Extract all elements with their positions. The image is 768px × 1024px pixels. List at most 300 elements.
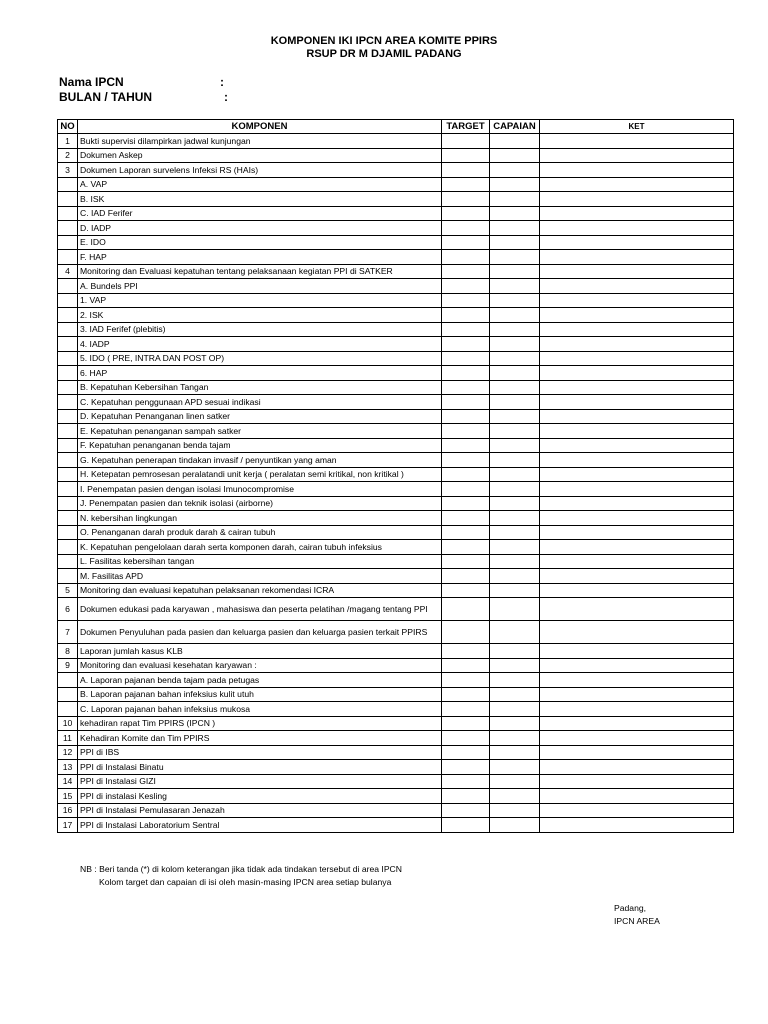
row-capaian-cell[interactable] <box>490 583 540 598</box>
row-ket-cell[interactable] <box>540 731 734 746</box>
row-ket-cell[interactable] <box>540 569 734 584</box>
signature-block <box>614 902 660 928</box>
row-capaian-cell[interactable] <box>490 745 540 760</box>
row-komponen: 5. IDO ( PRE, INTRA DAN POST OP) <box>78 351 442 366</box>
row-no: 14 <box>58 774 78 789</box>
table-row <box>58 351 734 366</box>
row-target-cell[interactable] <box>442 658 490 673</box>
row-komponen: B. Laporan pajanan bahan infeksius kulit utuh <box>78 687 442 702</box>
row-ket-cell[interactable] <box>540 818 734 833</box>
row-ket-cell[interactable] <box>540 658 734 673</box>
row-no <box>58 322 78 337</box>
row-no <box>58 687 78 702</box>
row-ket-cell[interactable] <box>540 134 734 149</box>
row-ket-cell[interactable] <box>540 351 734 366</box>
row-target-cell[interactable] <box>442 308 490 323</box>
nama-ipcn-label: Nama IPCN <box>59 75 124 89</box>
table-row <box>58 279 734 294</box>
table-row <box>58 177 734 192</box>
row-komponen: C. Laporan pajanan bahan infeksius mukosa <box>78 702 442 717</box>
row-capaian-cell[interactable] <box>490 148 540 163</box>
row-target-cell[interactable] <box>442 731 490 746</box>
row-komponen: 4. IADP <box>78 337 442 352</box>
table-row <box>58 235 734 250</box>
row-capaian-cell[interactable] <box>490 702 540 717</box>
row-ket-cell[interactable] <box>540 148 734 163</box>
row-capaian-cell[interactable] <box>490 774 540 789</box>
row-target-cell[interactable] <box>442 235 490 250</box>
row-komponen: F. HAP <box>78 250 442 265</box>
row-no <box>58 482 78 497</box>
row-capaian-cell[interactable] <box>490 279 540 294</box>
row-no: 15 <box>58 789 78 804</box>
table-row <box>58 409 734 424</box>
row-no <box>58 525 78 540</box>
row-no: 3 <box>58 163 78 178</box>
row-target-cell[interactable] <box>442 337 490 352</box>
row-capaian-cell[interactable] <box>490 511 540 526</box>
row-ket-cell[interactable] <box>540 774 734 789</box>
row-target-cell[interactable] <box>442 409 490 424</box>
nama-ipcn-colon: : <box>220 75 224 89</box>
row-target-cell[interactable] <box>442 511 490 526</box>
row-target-cell[interactable] <box>442 583 490 598</box>
row-no <box>58 177 78 192</box>
row-ket-cell[interactable] <box>540 673 734 688</box>
row-komponen: C. Kepatuhan penggunaan APD sesuai indikasi <box>78 395 442 410</box>
table-header-row <box>58 120 734 134</box>
row-no <box>58 337 78 352</box>
row-komponen: C. IAD Ferifer <box>78 206 442 221</box>
row-komponen: A. Bundels PPI <box>78 279 442 294</box>
row-no: 16 <box>58 803 78 818</box>
footnote-line-1: NB : Beri tanda (*) di kolom keterangan jika tidak ada tindakan tersebut di area IPCN <box>80 864 402 874</box>
row-no <box>58 293 78 308</box>
row-capaian-cell[interactable] <box>490 250 540 265</box>
row-no <box>58 496 78 511</box>
row-capaian-cell[interactable] <box>490 658 540 673</box>
row-ket-cell[interactable] <box>540 366 734 381</box>
row-no <box>58 221 78 236</box>
row-no <box>58 409 78 424</box>
table-row <box>58 803 734 818</box>
row-capaian-cell[interactable] <box>490 409 540 424</box>
row-ket-cell[interactable] <box>540 583 734 598</box>
row-target-cell[interactable] <box>442 745 490 760</box>
row-no: 5 <box>58 583 78 598</box>
table-row <box>58 337 734 352</box>
table-row <box>58 467 734 482</box>
row-komponen: L. Fasilitas kebersihan tangan <box>78 554 442 569</box>
document-subtitle: RSUP DR M DJAMIL PADANG <box>306 48 462 60</box>
row-ket-cell[interactable] <box>540 453 734 468</box>
row-no <box>58 540 78 555</box>
table-row <box>58 206 734 221</box>
row-target-cell[interactable] <box>442 206 490 221</box>
row-komponen: N. kebersihan lingkungan <box>78 511 442 526</box>
row-komponen: J. Penempatan pasien dan teknik isolasi (airborne) <box>78 496 442 511</box>
row-target-cell[interactable] <box>442 221 490 236</box>
table-row <box>58 644 734 659</box>
row-capaian-cell[interactable] <box>490 644 540 659</box>
row-no <box>58 673 78 688</box>
row-komponen: Dokumen Askep <box>78 148 442 163</box>
row-no: 9 <box>58 658 78 673</box>
row-komponen: PPI di instalasi Kesling <box>78 789 442 804</box>
row-capaian-cell[interactable] <box>490 221 540 236</box>
row-ket-cell[interactable] <box>540 177 734 192</box>
table-row <box>58 424 734 439</box>
row-komponen: Kehadiran Komite dan Tim PPIRS <box>78 731 442 746</box>
row-target-cell[interactable] <box>442 760 490 775</box>
row-target-cell[interactable] <box>442 818 490 833</box>
table-row <box>58 148 734 163</box>
row-capaian-cell[interactable] <box>490 687 540 702</box>
table-row <box>58 716 734 731</box>
row-ket-cell[interactable] <box>540 621 734 644</box>
row-no <box>58 206 78 221</box>
row-target-cell[interactable] <box>442 148 490 163</box>
table-row <box>58 380 734 395</box>
row-no <box>58 554 78 569</box>
row-ket-cell[interactable] <box>540 482 734 497</box>
table-row <box>58 366 734 381</box>
row-capaian-cell[interactable] <box>490 803 540 818</box>
header-capaian: CAPAIAN <box>490 120 540 134</box>
row-target-cell[interactable] <box>442 467 490 482</box>
row-no <box>58 279 78 294</box>
row-target-cell[interactable] <box>442 177 490 192</box>
row-target-cell[interactable] <box>442 569 490 584</box>
row-ket-cell[interactable] <box>540 525 734 540</box>
row-ket-cell[interactable] <box>540 554 734 569</box>
table-row <box>58 658 734 673</box>
row-komponen: PPI di Instalasi Binatu <box>78 760 442 775</box>
row-no <box>58 511 78 526</box>
row-komponen: E. IDO <box>78 235 442 250</box>
row-target-cell[interactable] <box>442 673 490 688</box>
row-komponen: I. Penempatan pasien dengan isolasi Imunocompromise <box>78 482 442 497</box>
row-ket-cell[interactable] <box>540 687 734 702</box>
row-komponen: Monitoring dan evaluasi kepatuhan pelaksanan rekomendasi ICRA <box>78 583 442 598</box>
bulan-tahun-colon: : <box>224 90 228 104</box>
table-row <box>58 438 734 453</box>
table-row <box>58 511 734 526</box>
header-target: TARGET <box>442 120 490 134</box>
row-capaian-cell[interactable] <box>490 192 540 207</box>
table-row <box>58 818 734 833</box>
row-no <box>58 424 78 439</box>
row-no <box>58 380 78 395</box>
row-ket-cell[interactable] <box>540 760 734 775</box>
row-capaian-cell[interactable] <box>490 235 540 250</box>
row-no <box>58 308 78 323</box>
row-capaian-cell[interactable] <box>490 818 540 833</box>
row-no: 7 <box>58 621 78 644</box>
table-row <box>58 569 734 584</box>
row-ket-cell[interactable] <box>540 293 734 308</box>
table-row <box>58 496 734 511</box>
row-ket-cell[interactable] <box>540 308 734 323</box>
row-target-cell[interactable] <box>442 554 490 569</box>
row-komponen: D. IADP <box>78 221 442 236</box>
row-ket-cell[interactable] <box>540 409 734 424</box>
row-capaian-cell[interactable] <box>490 134 540 149</box>
row-target-cell[interactable] <box>442 644 490 659</box>
row-komponen: Monitoring dan Evaluasi kepatuhan tentang pelaksanaan kegiatan PPI di SATKER <box>78 264 442 279</box>
row-capaian-cell[interactable] <box>490 789 540 804</box>
table-row <box>58 774 734 789</box>
row-target-cell[interactable] <box>442 803 490 818</box>
row-ket-cell[interactable] <box>540 206 734 221</box>
row-target-cell[interactable] <box>442 322 490 337</box>
table-row <box>58 264 734 279</box>
row-target-cell[interactable] <box>442 525 490 540</box>
row-no: 2 <box>58 148 78 163</box>
table-row <box>58 673 734 688</box>
row-target-cell[interactable] <box>442 702 490 717</box>
row-capaian-cell[interactable] <box>490 453 540 468</box>
row-target-cell[interactable] <box>442 716 490 731</box>
row-target-cell[interactable] <box>442 424 490 439</box>
row-target-cell[interactable] <box>442 250 490 265</box>
row-no: 1 <box>58 134 78 149</box>
row-ket-cell[interactable] <box>540 644 734 659</box>
row-capaian-cell[interactable] <box>490 598 540 621</box>
row-komponen: M. Fasilitas APD <box>78 569 442 584</box>
row-no <box>58 453 78 468</box>
row-capaian-cell[interactable] <box>490 496 540 511</box>
row-target-cell[interactable] <box>442 264 490 279</box>
row-no: 17 <box>58 818 78 833</box>
row-no: 11 <box>58 731 78 746</box>
row-target-cell[interactable] <box>442 351 490 366</box>
row-target-cell[interactable] <box>442 496 490 511</box>
row-ket-cell[interactable] <box>540 235 734 250</box>
row-ket-cell[interactable] <box>540 221 734 236</box>
row-ket-cell[interactable] <box>540 789 734 804</box>
table-row <box>58 554 734 569</box>
row-ket-cell[interactable] <box>540 395 734 410</box>
row-capaian-cell[interactable] <box>490 525 540 540</box>
table-row <box>58 134 734 149</box>
row-target-cell[interactable] <box>442 774 490 789</box>
table-row <box>58 731 734 746</box>
row-ket-cell[interactable] <box>540 264 734 279</box>
table-row <box>58 621 734 644</box>
row-capaian-cell[interactable] <box>490 264 540 279</box>
table-row <box>58 583 734 598</box>
row-komponen: A. VAP <box>78 177 442 192</box>
row-no: 13 <box>58 760 78 775</box>
row-capaian-cell[interactable] <box>490 177 540 192</box>
row-no: 6 <box>58 598 78 621</box>
row-no <box>58 395 78 410</box>
table-row <box>58 540 734 555</box>
row-capaian-cell[interactable] <box>490 673 540 688</box>
table-row <box>58 192 734 207</box>
bulan-tahun-label: BULAN / TAHUN <box>59 90 153 104</box>
row-capaian-cell[interactable] <box>490 554 540 569</box>
table-row <box>58 687 734 702</box>
row-ket-cell[interactable] <box>540 803 734 818</box>
row-ket-cell[interactable] <box>540 496 734 511</box>
row-ket-cell[interactable] <box>540 163 734 178</box>
row-target-cell[interactable] <box>442 192 490 207</box>
table-row <box>58 598 734 621</box>
row-no: 8 <box>58 644 78 659</box>
row-komponen: F. Kepatuhan penanganan benda tajam <box>78 438 442 453</box>
document-title: KOMPONEN IKI IPCN AREA KOMITE PPIRS <box>270 35 498 47</box>
row-capaian-cell[interactable] <box>490 424 540 439</box>
row-target-cell[interactable] <box>442 598 490 621</box>
row-komponen: 3. IAD Ferifef (plebitis) <box>78 322 442 337</box>
row-target-cell[interactable] <box>442 366 490 381</box>
row-komponen: 6. HAP <box>78 366 442 381</box>
row-no <box>58 366 78 381</box>
row-no: 12 <box>58 745 78 760</box>
row-target-cell[interactable] <box>442 540 490 555</box>
row-target-cell[interactable] <box>442 453 490 468</box>
row-ket-cell[interactable] <box>540 380 734 395</box>
table-row <box>58 702 734 717</box>
table-row <box>58 745 734 760</box>
row-no <box>58 192 78 207</box>
row-capaian-cell[interactable] <box>490 206 540 221</box>
row-capaian-cell[interactable] <box>490 540 540 555</box>
row-capaian-cell[interactable] <box>490 337 540 352</box>
row-komponen: 1. VAP <box>78 293 442 308</box>
footnote <box>80 863 402 889</box>
row-komponen: kehadiran rapat Tim PPIRS (IPCN ) <box>78 716 442 731</box>
row-komponen: G. Kepatuhan penerapan tindakan invasif / penyuntikan yang aman <box>78 453 442 468</box>
row-komponen: PPI di IBS <box>78 745 442 760</box>
row-no: 10 <box>58 716 78 731</box>
row-komponen: E. Kepatuhan penanganan sampah satker <box>78 424 442 439</box>
row-capaian-cell[interactable] <box>490 395 540 410</box>
row-target-cell[interactable] <box>442 789 490 804</box>
row-ket-cell[interactable] <box>540 598 734 621</box>
row-target-cell[interactable] <box>442 293 490 308</box>
row-ket-cell[interactable] <box>540 540 734 555</box>
row-capaian-cell[interactable] <box>490 322 540 337</box>
table-row <box>58 789 734 804</box>
row-no <box>58 351 78 366</box>
row-capaian-cell[interactable] <box>490 467 540 482</box>
row-ket-cell[interactable] <box>540 279 734 294</box>
table-row <box>58 308 734 323</box>
row-target-cell[interactable] <box>442 395 490 410</box>
row-target-cell[interactable] <box>442 687 490 702</box>
row-capaian-cell[interactable] <box>490 163 540 178</box>
row-komponen: A. Laporan pajanan benda tajam pada petugas <box>78 673 442 688</box>
row-ket-cell[interactable] <box>540 337 734 352</box>
row-ket-cell[interactable] <box>540 192 734 207</box>
table-row <box>58 293 734 308</box>
row-target-cell[interactable] <box>442 163 490 178</box>
table-row <box>58 453 734 468</box>
row-ket-cell[interactable] <box>540 716 734 731</box>
bulan-tahun-row <box>59 90 228 104</box>
row-komponen: Dokumen edukasi pada karyawan , mahasiswa dan peserta pelatihan /magang tentang PPI <box>78 598 442 621</box>
table-row <box>58 163 734 178</box>
row-komponen: Bukti supervisi dilampirkan jadwal kunjungan <box>78 134 442 149</box>
signature-place: Padang, <box>614 903 647 913</box>
footnote-line-2: Kolom target dan capaian di isi oleh masin-masing IPCN area setiap bulanya <box>99 877 392 887</box>
row-no <box>58 569 78 584</box>
row-ket-cell[interactable] <box>540 511 734 526</box>
row-no: 4 <box>58 264 78 279</box>
row-capaian-cell[interactable] <box>490 760 540 775</box>
row-ket-cell[interactable] <box>540 322 734 337</box>
row-capaian-cell[interactable] <box>490 351 540 366</box>
header-no: NO <box>58 120 78 134</box>
table-row <box>58 221 734 236</box>
row-komponen: Dokumen Penyuluhan pada pasien dan keluarga pasien dan keluarga pasien terkait PPIRS <box>78 621 442 644</box>
row-capaian-cell[interactable] <box>490 482 540 497</box>
row-komponen: 2. ISK <box>78 308 442 323</box>
row-ket-cell[interactable] <box>540 745 734 760</box>
table-row <box>58 482 734 497</box>
row-komponen: B. ISK <box>78 192 442 207</box>
row-ket-cell[interactable] <box>540 702 734 717</box>
row-capaian-cell[interactable] <box>490 380 540 395</box>
signature-role: IPCN AREA <box>614 916 660 926</box>
row-ket-cell[interactable] <box>540 467 734 482</box>
row-komponen: PPI di Instalasi Pemulasaran Jenazah <box>78 803 442 818</box>
row-komponen: Dokumen Laporan survelens Infeksi RS (HAIs) <box>78 163 442 178</box>
row-target-cell[interactable] <box>442 438 490 453</box>
row-target-cell[interactable] <box>442 134 490 149</box>
row-komponen: Monitoring dan evaluasi kesehatan karyawan : <box>78 658 442 673</box>
nama-ipcn-row <box>59 75 224 89</box>
row-komponen: PPI di Instalasi GIZI <box>78 774 442 789</box>
row-no <box>58 235 78 250</box>
row-no <box>58 467 78 482</box>
header-ket: KET <box>540 120 734 134</box>
table-row <box>58 760 734 775</box>
row-komponen: O. Penanganan darah produk darah & cairan tubuh <box>78 525 442 540</box>
row-komponen: PPI di Instalasi Laboratorium Sentral <box>78 818 442 833</box>
row-capaian-cell[interactable] <box>490 438 540 453</box>
row-capaian-cell[interactable] <box>490 621 540 644</box>
row-komponen: K. Kepatuhan pengelolaan darah serta komponen darah, cairan tubuh infeksius <box>78 540 442 555</box>
row-capaian-cell[interactable] <box>490 366 540 381</box>
row-target-cell[interactable] <box>442 482 490 497</box>
row-komponen: D. Kepatuhan Penanganan linen satker <box>78 409 442 424</box>
row-komponen: H. Ketepatan pemrosesan peralatandi unit kerja ( peralatan semi kritikal, non kritikal ) <box>78 467 442 482</box>
row-target-cell[interactable] <box>442 279 490 294</box>
table-row <box>58 250 734 265</box>
table-row <box>58 322 734 337</box>
row-capaian-cell[interactable] <box>490 293 540 308</box>
row-komponen: B. Kepatuhan Kebersihan Tangan <box>78 380 442 395</box>
row-capaian-cell[interactable] <box>490 731 540 746</box>
header-komponen: KOMPONEN <box>78 120 442 134</box>
table-row <box>58 395 734 410</box>
row-target-cell[interactable] <box>442 380 490 395</box>
row-no <box>58 438 78 453</box>
row-ket-cell[interactable] <box>540 250 734 265</box>
row-target-cell[interactable] <box>442 621 490 644</box>
row-capaian-cell[interactable] <box>490 569 540 584</box>
row-komponen: Laporan jumlah kasus KLB <box>78 644 442 659</box>
row-capaian-cell[interactable] <box>490 716 540 731</box>
row-ket-cell[interactable] <box>540 424 734 439</box>
table-row <box>58 525 734 540</box>
row-ket-cell[interactable] <box>540 438 734 453</box>
row-capaian-cell[interactable] <box>490 308 540 323</box>
